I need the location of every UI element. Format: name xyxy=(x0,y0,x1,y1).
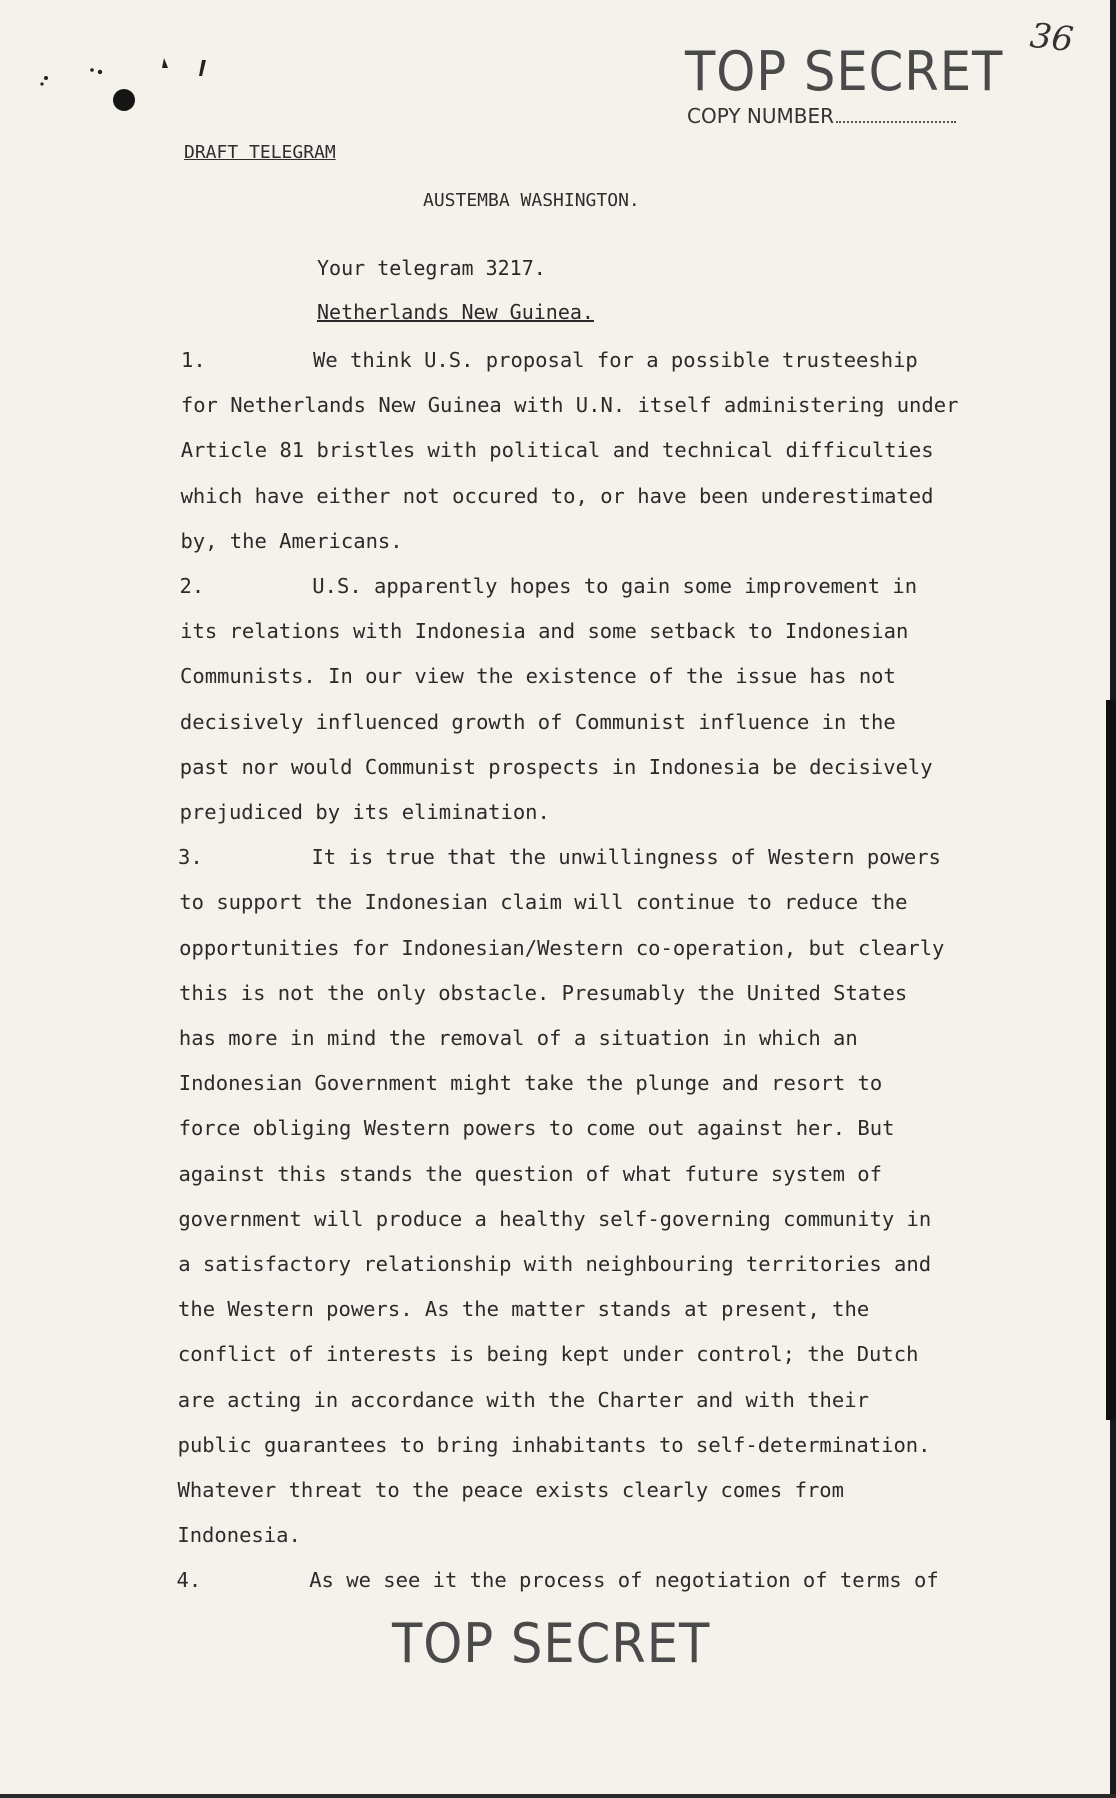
paragraph-line: Article 81 bristles with political and technical difficulties xyxy=(180,438,934,463)
paragraph-line: public guarantees to bring inhabitants to self-determination. xyxy=(177,1432,931,1457)
classification-stamp-top: TOP SECRET xyxy=(685,40,1004,103)
paragraph-number: 1. xyxy=(181,348,206,372)
paragraph-line: decisively influenced growth of Communist influence in the xyxy=(179,709,896,734)
copy-number-label: COPY NUMBER xyxy=(687,104,835,128)
paragraph-line: conflict of interests is being kept under control; the Dutch xyxy=(177,1342,919,1367)
paragraph-line: opportunities for Indonesian/Western co-operation, but clearly xyxy=(179,935,945,960)
paragraph-line: against this stands the question of what future system of xyxy=(178,1161,882,1186)
paragraph-line: prejudiced by its elimination. xyxy=(179,800,550,824)
paragraph-line: It is true that the unwillingness of Western powers xyxy=(311,845,941,870)
paragraph-line: government will produce a healthy self-governing community in xyxy=(178,1206,932,1231)
paragraph-line: a satisfactory relationship with neighbouring territories and xyxy=(178,1252,932,1276)
classification-stamp-bottom: TOP SECRET xyxy=(392,1612,711,1675)
paragraph-line: Indonesia. xyxy=(177,1523,301,1548)
paragraph-line: Communists. In our view the existence of the issue has not xyxy=(180,664,896,689)
scan-edge-shadow xyxy=(1106,700,1116,1420)
paragraph-number: 3. xyxy=(178,845,203,870)
paragraph-line: to support the Indonesian claim will continue to reduce the xyxy=(179,890,908,915)
subject-line: Netherlands New Guinea. xyxy=(317,300,594,324)
paragraph-line: Whatever threat to the peace exists clearly comes from xyxy=(177,1478,844,1502)
paragraph-line: its relations with Indonesia and some setback to Indonesian xyxy=(180,619,909,644)
paragraph-line: Indonesian Government might take the plunge and resort to xyxy=(178,1071,883,1096)
addressee-line: AUSTEMBA WASHINGTON. xyxy=(423,190,640,211)
paragraph-number: 2. xyxy=(179,574,205,598)
paragraph-line: by, the Americans. xyxy=(180,528,403,553)
document-type-heading: DRAFT TELEGRAM xyxy=(184,142,336,163)
paragraph-line: We think U.S. proposal for a possible trusteeship xyxy=(313,348,918,372)
paragraph-line: force obliging Western powers to come out against her. But xyxy=(178,1116,895,1141)
paragraph-line: this is not the only obstacle. Presumably the United States xyxy=(179,980,908,1005)
copy-number-field xyxy=(687,104,956,128)
paragraph-line: are acting in accordance with the Charter and with their xyxy=(177,1387,869,1412)
page-number: 36 xyxy=(1028,15,1076,61)
paragraph-line: for Netherlands New Guinea with U.N. itself administering under xyxy=(180,393,959,418)
paragraph-line: past nor would Communist prospects in Indonesia be decisively xyxy=(179,754,933,779)
paragraph-line: As we see it the process of negotiation of terms of xyxy=(309,1568,939,1593)
paragraph-line: which have either not occured to, or have been underestimated xyxy=(180,483,934,508)
punch-hole-marks xyxy=(36,42,236,122)
reference-line: Your telegram 3217. xyxy=(317,256,546,280)
scan-edge-bottom xyxy=(0,1794,1116,1798)
paragraph-line: U.S. apparently hopes to gain some improvement in xyxy=(312,574,918,598)
paragraph-line: has more in mind the removal of a situation in which an xyxy=(178,1026,858,1050)
paragraph-number: 4. xyxy=(176,1568,202,1593)
copy-number-blank xyxy=(836,121,956,123)
paragraph-line: the Western powers. As the matter stands at present, the xyxy=(178,1297,870,1322)
